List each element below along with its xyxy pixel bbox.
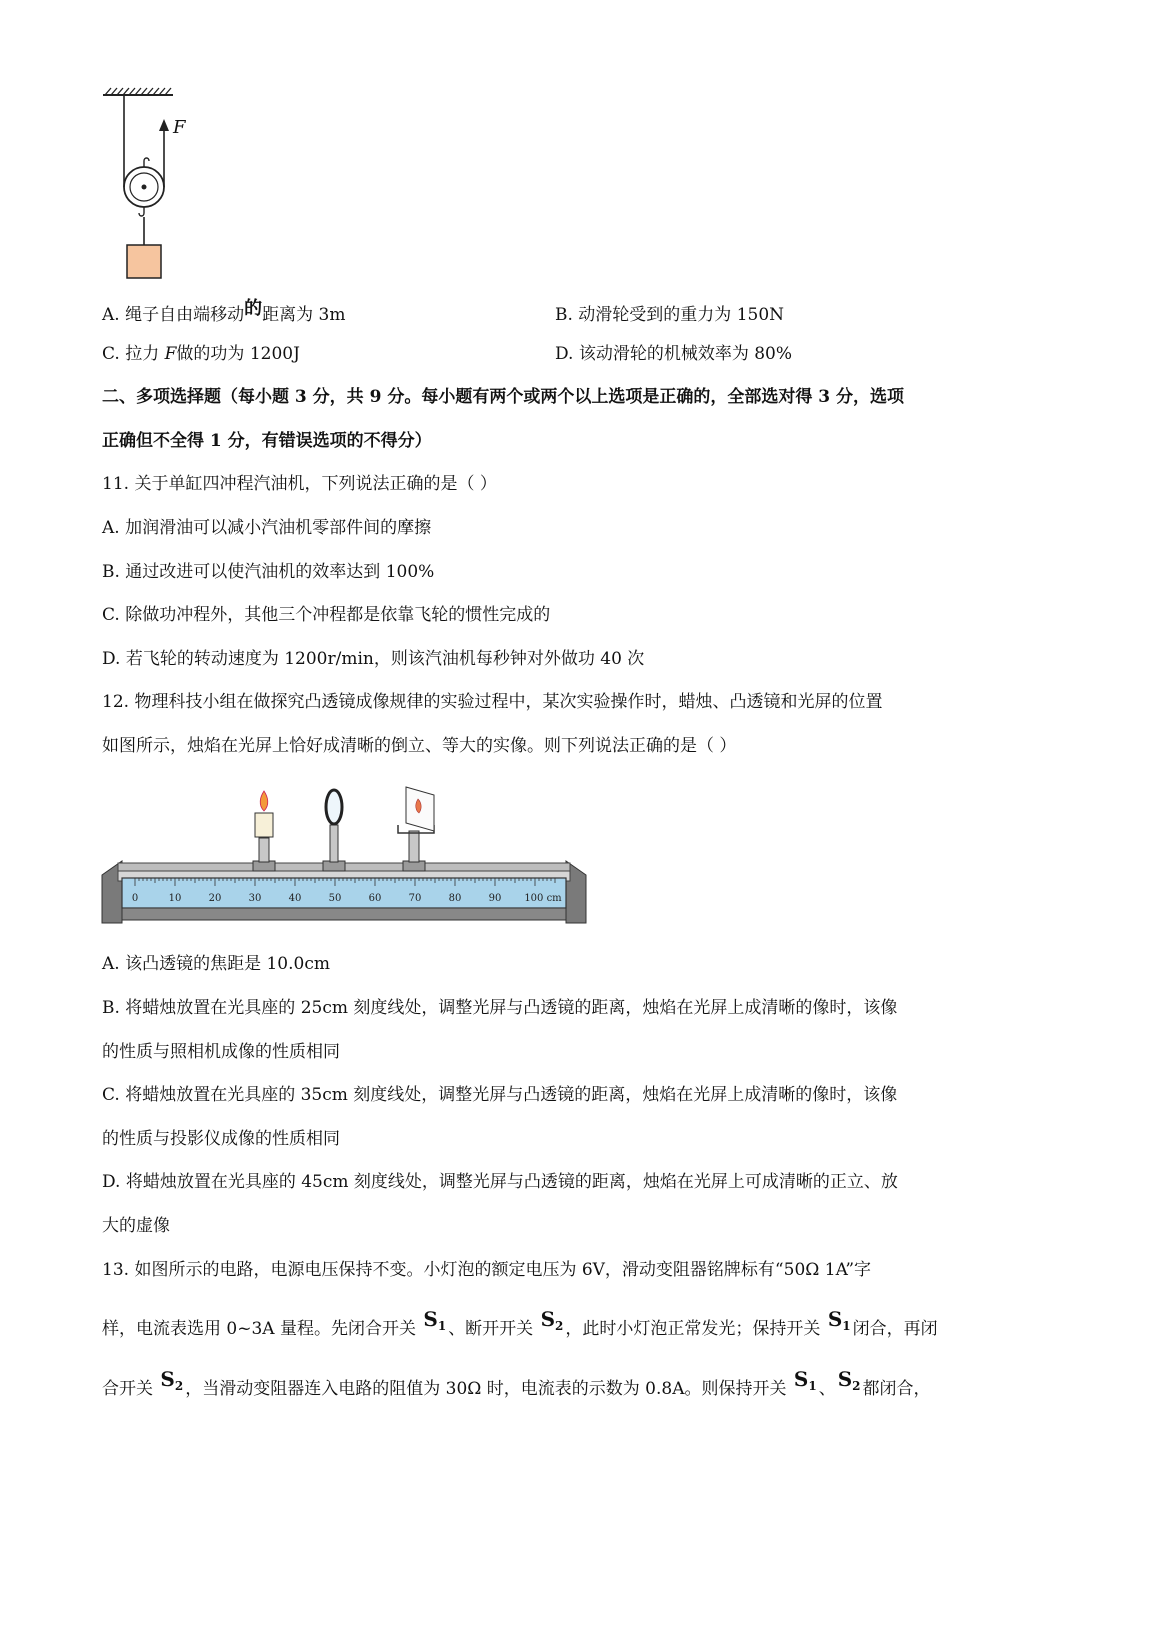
q12-option-c-line1: C. 将蜡烛放置在光具座的 35cm 刻度线处，调整光屏与凸透镜的距离，烛焰在光屏上成清晰的像时，该像	[102, 1085, 898, 1105]
q10-option-d: D. 该动滑轮的机械效率为 80%	[555, 344, 793, 364]
q12-stem-line2: 如图所示，烛焰在光屏上恰好成清晰的倒立、等大的实像。则下列说法正确的是（ ）	[102, 736, 737, 756]
q13-text: 闭合，再闭	[852, 1319, 938, 1339]
q12-option-a: A. 该凸透镜的焦距是 10.0cm	[102, 954, 330, 974]
ruler-tick-label: 60	[368, 893, 382, 904]
ruler-tick-label: 10	[168, 893, 182, 904]
q10-option-c-F: F	[164, 344, 177, 364]
q13-text: 样，电流表选用 0~3A 量程。先闭合开关	[102, 1319, 422, 1339]
q10-option-a-text-2: 距离为 3m	[262, 305, 346, 325]
switch-s1-symbol: $S_1$	[827, 1307, 851, 1333]
switch-s2-symbol: $S_2$	[540, 1307, 564, 1333]
switch-s1-symbol: $S_1$	[423, 1307, 447, 1333]
q13-text: ，此时小灯泡正常发光；保持开关	[565, 1319, 826, 1339]
q10-option-b: B. 动滑轮受到的重力为 150N	[555, 305, 785, 325]
switch-s1-symbol: $S_1$	[793, 1367, 817, 1393]
switch-s2-symbol: $S_2$	[160, 1367, 184, 1393]
q12-option-d-line2: 大的虚像	[102, 1216, 170, 1236]
ruler-tick-label: 40	[288, 893, 302, 904]
q10-option-c	[102, 342, 300, 366]
q11-option-d: D. 若飞轮的转动速度为 1200r/min，则该汽油机每秒钟对外做功 40 次	[102, 649, 645, 669]
q11-option-b: B. 通过改进可以使汽油机的效率达到 100%	[102, 562, 435, 582]
q12-option-b-line1: B. 将蜡烛放置在光具座的 25cm 刻度线处，调整光屏与凸透镜的距离，烛焰在光屏上成清晰的像时，该像	[102, 998, 898, 1018]
section2-heading-line1: 二、多项选择题（每小题 3 分，共 9 分。每小题有两个或两个以上选项是正确的，全部选对得 3 分，选项	[102, 387, 904, 407]
q10-option-a-text: A. 绳子自由端移动	[102, 305, 245, 325]
q13-text: 都闭合，	[862, 1379, 931, 1399]
q12-stem-line1: 12. 物理科技小组在做探究凸透镜成像规律的实验过程中，某次实验操作时，蜡烛、凸透镜和光屏的位置	[102, 692, 883, 712]
q12-option-c-line2: 的性质与投影仪成像的性质相同	[102, 1129, 340, 1149]
switch-s2-symbol: $S_2$	[837, 1367, 861, 1393]
q10-option-c-text-2: 做的功为 1200J	[176, 344, 300, 364]
ruler-tick-label: 30	[248, 893, 262, 904]
q13-stem-line2	[102, 1307, 938, 1346]
ruler-tick-label: 80	[448, 893, 462, 904]
q10-option-c-text: C. 拉力	[102, 344, 165, 364]
ruler-tick-label: 70	[408, 893, 422, 904]
q13-stem-line1: 13. 如图所示的电路，电源电压保持不变。小灯泡的额定电压为 6V，滑动变阻器铭牌标有“50Ω 1A”字	[102, 1260, 872, 1280]
ruler-tick-label: 0	[131, 893, 139, 904]
section2-heading-line2: 正确但不全得 1 分，有错误选项的不得分）	[102, 431, 432, 451]
ruler-tick-label: 100 cm	[524, 893, 562, 904]
optical-bench-figure	[98, 785, 593, 930]
q13-stem-line3	[102, 1367, 931, 1406]
q11-option-a: A. 加润滑油可以减小汽油机零部件间的摩擦	[102, 518, 432, 538]
q12-option-b-line2: 的性质与照相机成像的性质相同	[102, 1042, 340, 1062]
ruler-tick-label: 50	[328, 893, 342, 904]
q10-option-a	[102, 298, 346, 327]
ruler-tick-label: 90	[488, 893, 502, 904]
q11-option-c: C. 除做功冲程外，其他三个冲程都是依靠飞轮的惯性完成的	[102, 605, 551, 625]
pulley-figure	[95, 85, 205, 285]
force-label-F: F	[173, 117, 186, 138]
q11-stem: 11. 关于单缸四冲程汽油机，下列说法正确的是（ ）	[102, 474, 497, 494]
q12-option-d-line1: D. 将蜡烛放置在光具座的 45cm 刻度线处，调整光屏与凸透镜的距离，烛焰在光屏上可成清晰的正立、放	[102, 1172, 898, 1192]
q13-text: ，当滑动变阻器连入电路的阻值为 30Ω 时，电流表的示数为 0.8A。则保持开关	[185, 1379, 792, 1399]
q13-text: 合开关	[102, 1379, 159, 1399]
q10-option-a-de: 的	[244, 298, 263, 319]
q13-text: 、断开开关	[448, 1319, 539, 1339]
q13-text: 、	[818, 1379, 836, 1399]
ruler-tick-label: 20	[208, 893, 222, 904]
